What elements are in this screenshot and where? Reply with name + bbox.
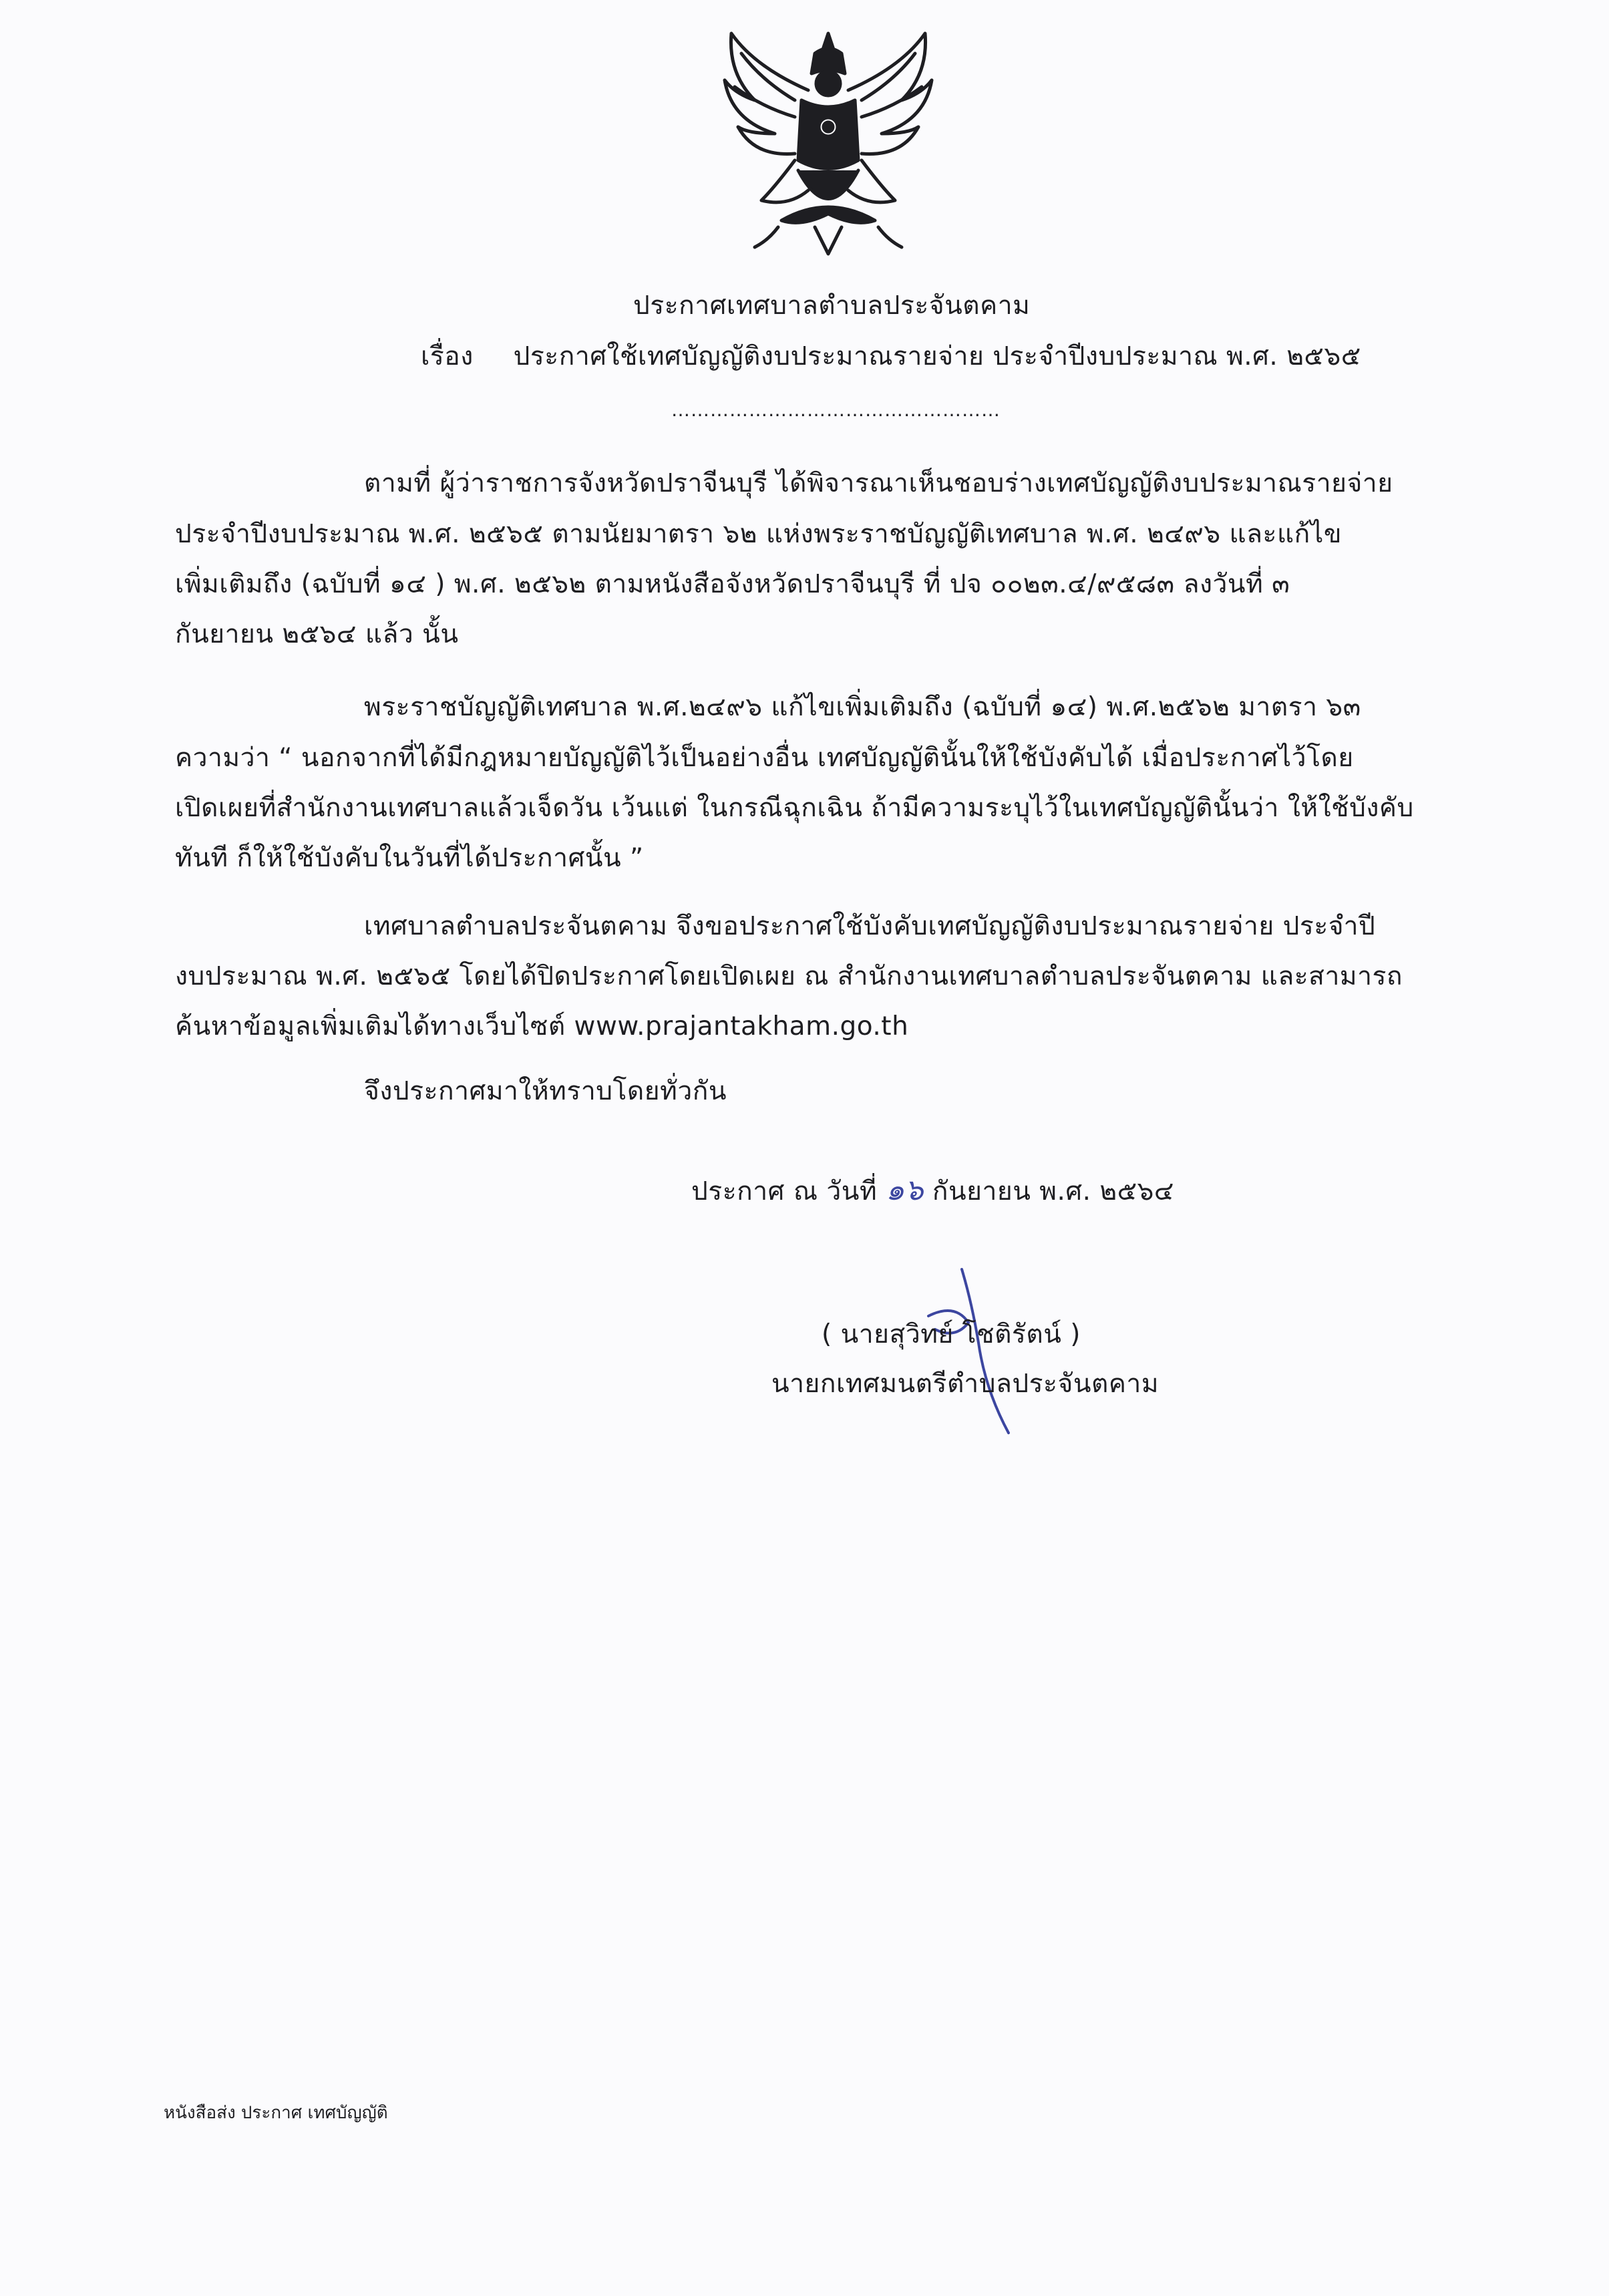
subject-label: เรื่อง [421, 341, 474, 371]
footer-reference: หนังสือส่ง ประกาศ เทศบัญญัติ [164, 2103, 388, 2123]
p3-line: เทศบาลตำบลประจันตคาม จึงขอประกาศใช้บังคับเทศบัญญัติงบประมาณรายจ่าย ประจำปี [364, 911, 1376, 941]
subject-text: ประกาศใช้เทศบัญญัติงบประมาณรายจ่าย ประจำปีงบประมาณ พ.ศ. ๒๕๖๕ [513, 341, 1361, 371]
p3-line: ค้นหาข้อมูลเพิ่มเติมได้ทางเว็บไซต์ www.prajantakham.go.th [175, 1011, 909, 1041]
closing-line: จึงประกาศมาให้ทราบโดยทั่วกัน [364, 1076, 727, 1106]
garuda-emblem-icon [715, 27, 942, 261]
signature-mark [855, 1263, 1082, 1436]
date-suffix: กันยายน พ.ศ. ๒๕๖๔ [932, 1176, 1174, 1206]
date-prefix: ประกาศ ณ วันที่ [691, 1176, 878, 1206]
p2-line: ทันที ก็ให้ใช้บังคับในวันที่ได้ประกาศนั้น ” [175, 843, 644, 873]
p1-line: ตามที่ ผู้ว่าราชการจังหวัดปราจีนบุรี ได้พิจารณาเห็นชอบร่างเทศบัญญัติงบประมาณรายจ่าย [364, 468, 1393, 498]
signatory-position: นายกเทศมนตรีตำบลประจันตคาม [771, 1369, 1159, 1399]
p1-line: เพิ่มเติมถึง (ฉบับที่ ๑๔ ) พ.ศ. ๒๕๖๒ ตามหนังสือจังหวัดปราจีนบุรี ที่ ปจ ๐๐๒๓.๔/๙๕๘๓ ลงวันที่ ๓ [175, 569, 1290, 599]
subject-line [421, 343, 1383, 369]
handwritten-day: ๑๖ [886, 1173, 924, 1207]
p3-line: งบประมาณ พ.ศ. ๒๕๖๕ โดยได้ปิดประกาศโดยเปิดเผย ณ สำนักงานเทศบาลตำบลประจันตคาม และสามารถ [175, 961, 1403, 991]
p2-line: เปิดเผยที่สำนักงานเทศบาลแล้วเจ็ดวัน เว้นแต่ ในกรณีฉุกเฉิน ถ้ามีความระบุไว้ในเทศบัญญัตินั้นว่า ให้ใช้บังคับ [175, 793, 1414, 823]
signatory-name: ( นายสุวิทย์ โชติรัตน์ ) [822, 1319, 1081, 1349]
dotted-divider: …………………………………………… [671, 401, 1001, 420]
p2-line: ความว่า “ นอกจากที่ได้มีกฎหมายบัญญัติไว้เป็นอย่างอื่น เทศบัญญัตินั้นให้ใช้บังคับได้ เมื่อประกาศไว้โดย [175, 743, 1354, 773]
page-title: ประกาศเทศบาลตำบลประจันตคาม [633, 291, 1031, 321]
date-line [691, 1173, 1174, 1207]
p1-line: ประจำปีงบประมาณ พ.ศ. ๒๕๖๕ ตามนัยมาตรา ๖๒ แห่งพระราชบัญญัติเทศบาล พ.ศ. ๒๔๙๖ และแก้ไข [175, 519, 1343, 549]
p2-line: พระราชบัญญัติเทศบาล พ.ศ.๒๔๙๖ แก้ไขเพิ่มเติมถึง (ฉบับที่ ๑๔) พ.ศ.๒๕๖๒ มาตรา ๖๓ [364, 692, 1361, 722]
p1-line: กันยายน ๒๕๖๔ แล้ว นั้น [175, 619, 459, 649]
